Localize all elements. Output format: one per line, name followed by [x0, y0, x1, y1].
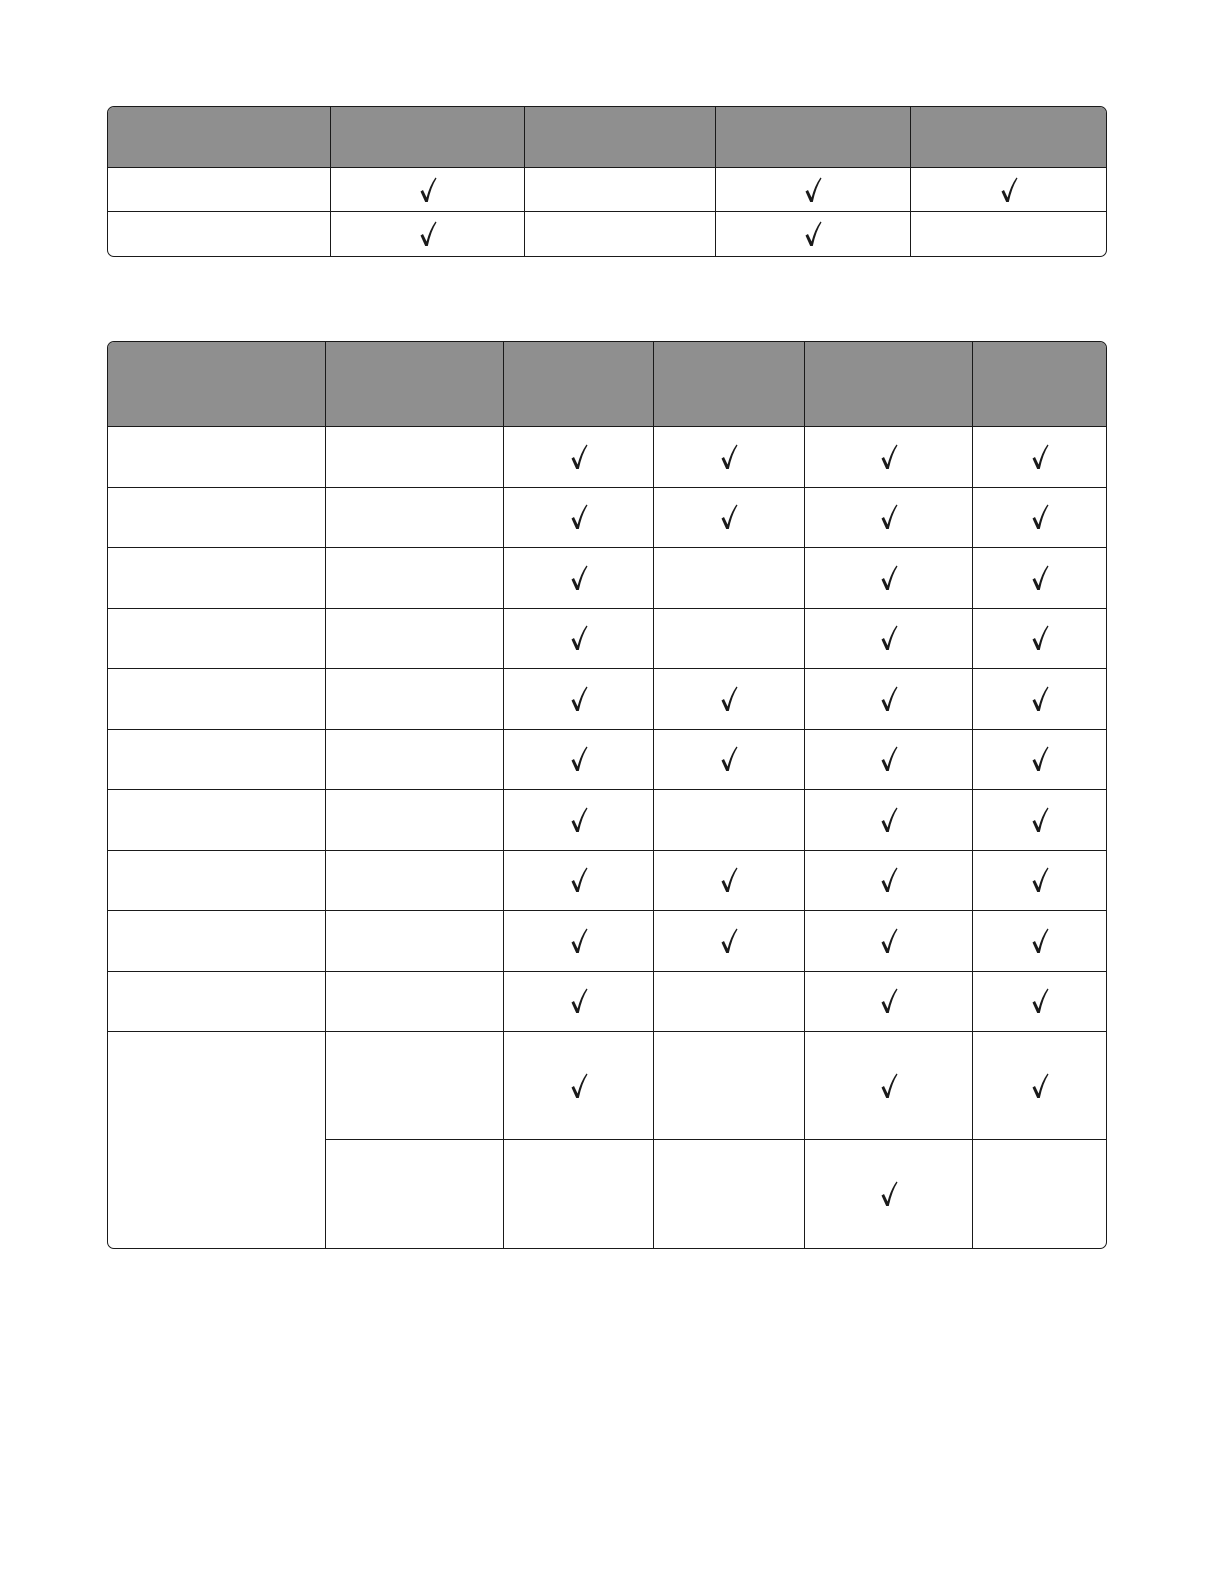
- checkmark-icon: [879, 1180, 899, 1208]
- checkmark-icon: [1030, 927, 1050, 955]
- table-row: [108, 790, 1106, 851]
- table-row: [108, 427, 1106, 488]
- check-cell: [973, 488, 1106, 549]
- checkmark-icon: [719, 685, 739, 713]
- check-cell: [716, 212, 911, 256]
- check-cell: [973, 548, 1106, 609]
- checkmark-icon: [719, 745, 739, 773]
- checkmark-icon: [879, 1072, 899, 1100]
- table2-header-cell: [654, 342, 805, 427]
- table-row: [108, 548, 1106, 609]
- checkmark-icon: [879, 443, 899, 471]
- check-cell: [654, 548, 805, 609]
- row-label: [108, 488, 326, 549]
- comparison-table-1: [107, 106, 1107, 257]
- row-sublabel: [326, 972, 504, 1033]
- group-row-label: [108, 1032, 326, 1248]
- check-cell: [973, 730, 1106, 791]
- check-cell: [525, 168, 716, 212]
- row-label: [108, 669, 326, 730]
- check-cell: [805, 1140, 973, 1248]
- checkmark-icon: [879, 806, 899, 834]
- comparison-table-2: [107, 341, 1107, 1249]
- checkmark-icon: [569, 745, 589, 773]
- check-cell: [654, 730, 805, 791]
- checkmark-icon: [719, 927, 739, 955]
- checkmark-icon: [569, 1072, 589, 1100]
- check-cell: [654, 427, 805, 488]
- check-cell: [973, 790, 1106, 851]
- check-cell: [654, 1140, 805, 1248]
- check-cell: [973, 609, 1106, 670]
- check-cell: [504, 609, 654, 670]
- checkmark-icon: [1030, 564, 1050, 592]
- checkmark-icon: [803, 176, 823, 204]
- check-cell: [331, 168, 525, 212]
- table-row: [108, 972, 1106, 1033]
- check-cell: [805, 427, 973, 488]
- row-sublabel: [326, 1140, 504, 1248]
- check-cell: [973, 851, 1106, 912]
- check-cell: [805, 911, 973, 972]
- checkmark-icon: [418, 176, 438, 204]
- checkmark-icon: [999, 176, 1019, 204]
- checkmark-icon: [569, 564, 589, 592]
- check-cell: [654, 488, 805, 549]
- row-sublabel: [326, 1032, 504, 1140]
- checkmark-icon: [879, 685, 899, 713]
- table-row: [108, 730, 1106, 791]
- table1-header-cell: [331, 107, 525, 168]
- checkmark-icon: [569, 624, 589, 652]
- checkmark-icon: [569, 685, 589, 713]
- check-cell: [973, 972, 1106, 1033]
- table2-header-cell: [108, 342, 326, 427]
- check-cell: [504, 1140, 654, 1248]
- check-cell: [331, 212, 525, 256]
- checkmark-icon: [879, 564, 899, 592]
- checkmark-icon: [879, 866, 899, 894]
- row-label: [108, 427, 326, 488]
- checkmark-icon: [803, 220, 823, 248]
- table-row: [108, 1032, 1106, 1140]
- checkmark-icon: [1030, 987, 1050, 1015]
- checkmark-icon: [569, 927, 589, 955]
- row-sublabel: [326, 609, 504, 670]
- check-cell: [654, 609, 805, 670]
- checkmark-icon: [569, 866, 589, 894]
- table-row: [108, 851, 1106, 912]
- check-cell: [805, 609, 973, 670]
- check-cell: [504, 548, 654, 609]
- table-row: [108, 669, 1106, 730]
- row-sublabel: [326, 911, 504, 972]
- check-cell: [654, 1032, 805, 1140]
- check-cell: [504, 790, 654, 851]
- row-label: [108, 911, 326, 972]
- table2-header-cell: [805, 342, 973, 427]
- table2-header-cell: [973, 342, 1106, 427]
- checkmark-icon: [569, 443, 589, 471]
- checkmark-icon: [418, 220, 438, 248]
- check-cell: [805, 1032, 973, 1140]
- checkmark-icon: [879, 927, 899, 955]
- check-cell: [504, 427, 654, 488]
- table1-header-cell: [716, 107, 911, 168]
- row-label: [108, 851, 326, 912]
- check-cell: [805, 669, 973, 730]
- check-cell: [805, 790, 973, 851]
- table-row: [108, 212, 1106, 256]
- check-cell: [504, 669, 654, 730]
- table2-header-row: [108, 342, 1106, 427]
- table-row: [108, 168, 1106, 212]
- checkmark-icon: [569, 987, 589, 1015]
- check-cell: [654, 851, 805, 912]
- check-cell: [525, 212, 716, 256]
- checkmark-icon: [1030, 624, 1050, 652]
- check-cell: [716, 168, 911, 212]
- row-sublabel: [326, 730, 504, 791]
- row-label: [108, 548, 326, 609]
- table1-header-cell: [525, 107, 716, 168]
- row-sublabel: [326, 669, 504, 730]
- check-cell: [805, 851, 973, 912]
- row-label: [108, 972, 326, 1033]
- check-cell: [973, 669, 1106, 730]
- checkmark-icon: [719, 443, 739, 471]
- checkmark-icon: [719, 866, 739, 894]
- checkmark-icon: [1030, 866, 1050, 894]
- check-cell: [504, 488, 654, 549]
- checkmark-icon: [569, 806, 589, 834]
- check-cell: [805, 548, 973, 609]
- row-label: [108, 730, 326, 791]
- check-cell: [805, 488, 973, 549]
- row-sublabel: [326, 427, 504, 488]
- checkmark-icon: [719, 503, 739, 531]
- check-cell: [973, 1140, 1106, 1248]
- check-cell: [654, 911, 805, 972]
- checkmark-icon: [1030, 685, 1050, 713]
- check-cell: [973, 427, 1106, 488]
- checkmark-icon: [1030, 806, 1050, 834]
- check-cell: [911, 212, 1106, 256]
- row-label: [108, 790, 326, 851]
- check-cell: [911, 168, 1106, 212]
- row-sublabel: [326, 790, 504, 851]
- check-cell: [504, 911, 654, 972]
- row-label: [108, 609, 326, 670]
- check-cell: [654, 669, 805, 730]
- checkmark-icon: [1030, 745, 1050, 773]
- row-sublabel: [326, 488, 504, 549]
- table2-header-cell: [504, 342, 654, 427]
- check-cell: [973, 1032, 1106, 1140]
- checkmark-icon: [879, 624, 899, 652]
- checkmark-icon: [879, 745, 899, 773]
- check-cell: [504, 730, 654, 791]
- table2-header-cell: [326, 342, 504, 427]
- row-sublabel: [326, 851, 504, 912]
- check-cell: [805, 730, 973, 791]
- check-cell: [504, 851, 654, 912]
- checkmark-icon: [1030, 443, 1050, 471]
- check-cell: [973, 911, 1106, 972]
- table-row: [108, 488, 1106, 549]
- row-label: [108, 212, 331, 256]
- checkmark-icon: [569, 503, 589, 531]
- table1-header-cell: [108, 107, 331, 168]
- table-row: [108, 911, 1106, 972]
- table1-header-cell: [911, 107, 1106, 168]
- check-cell: [504, 1032, 654, 1140]
- checkmark-icon: [1030, 1072, 1050, 1100]
- check-cell: [504, 972, 654, 1033]
- check-cell: [654, 790, 805, 851]
- row-label: [108, 168, 331, 212]
- checkmark-icon: [879, 987, 899, 1015]
- checkmark-icon: [879, 503, 899, 531]
- table1-header-row: [108, 107, 1106, 168]
- row-sublabel: [326, 548, 504, 609]
- check-cell: [654, 972, 805, 1033]
- table-row: [108, 609, 1106, 670]
- check-cell: [805, 972, 973, 1033]
- checkmark-icon: [1030, 503, 1050, 531]
